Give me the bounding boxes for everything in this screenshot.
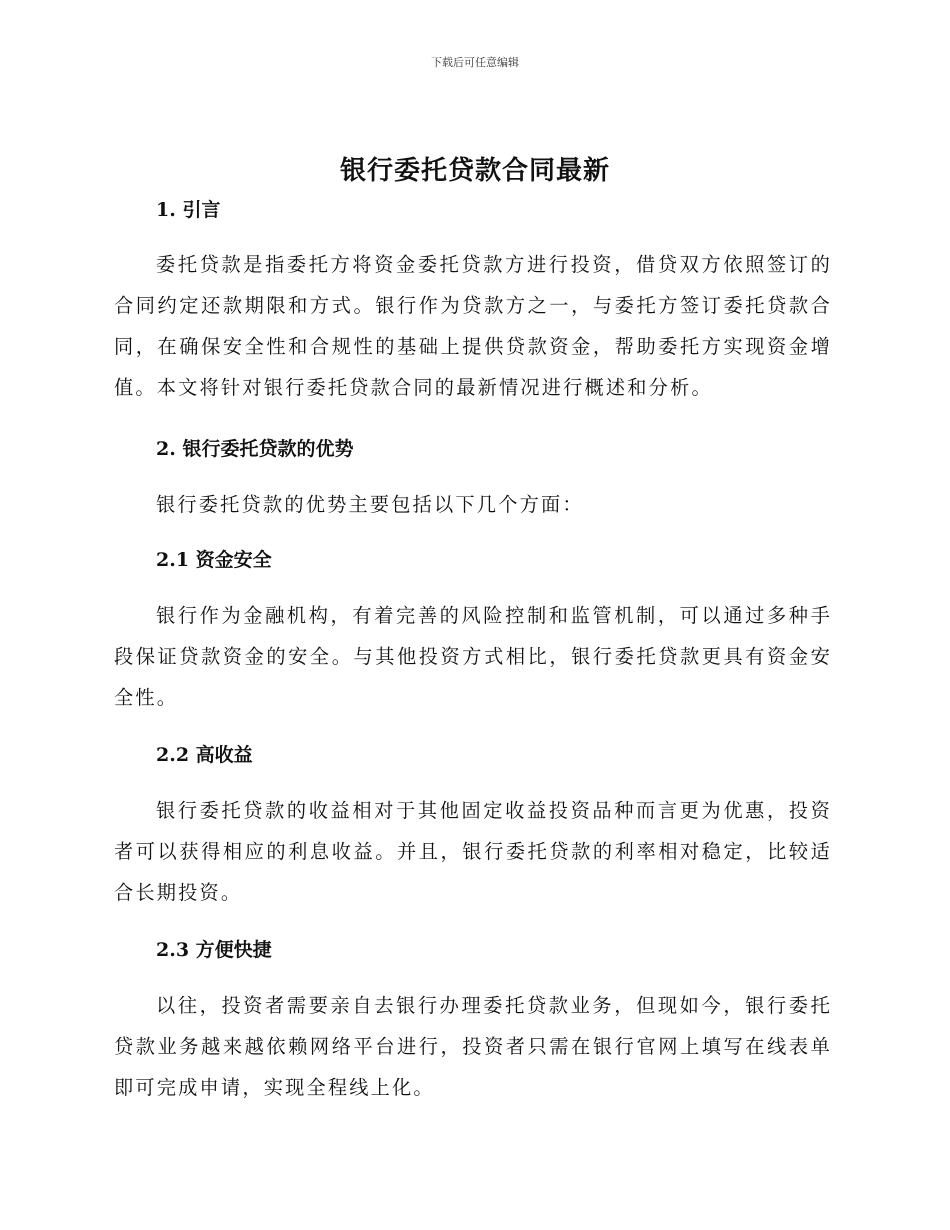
subsection-paragraph-convenience: 以往，投资者需要亲自去银行办理委托贷款业务，但现如今，银行委托贷款业务越来越依赖网络平台进行，投资者只需在银行官网上填写在线表单即可完成申请，实现全程线上化。 (114, 994, 832, 1099)
subsection-paragraph-yield: 银行委托贷款的收益相对于其他固定收益投资品种而言更为优惠，投资者可以获得相应的利息收益。并且，银行委托贷款的利率相对稳定，比较适合长期投资。 (114, 799, 832, 904)
document-title: 银行委托贷款合同最新 (339, 156, 610, 186)
section-paragraph-advantages: 银行委托贷款的优势主要包括以下几个方面： (156, 493, 584, 516)
subsection-heading-convenience: 2.3 方便快捷 (156, 939, 272, 961)
section-heading-advantages: 2. 银行委托贷款的优势 (156, 438, 354, 460)
page-header-note: 下载后可任意编辑 (431, 56, 519, 69)
section-paragraph-intro: 委托贷款是指委托方将资金委托贷款方进行投资，借贷双方依照签订的合同约定还款期限和方式。银行作为贷款方之一，与委托方签订委托贷款合同，在确保安全性和合规性的基础上提供贷款资金，帮助委托方实现资金增值。本文将针对银行委托贷款合同的最新情况进行概述和分析。 (114, 253, 832, 399)
subsection-paragraph-safety: 银行作为金融机构，有着完善的风险控制和监管机制，可以通过多种手段保证贷款资金的安全。与其他投资方式相比，银行委托贷款更具有资金安全性。 (114, 604, 832, 709)
subsection-heading-yield: 2.2 高收益 (156, 744, 253, 766)
section-heading-intro: 1. 引言 (156, 199, 221, 221)
subsection-heading-safety: 2.1 资金安全 (156, 549, 272, 571)
document-body (114, 195, 832, 1108)
